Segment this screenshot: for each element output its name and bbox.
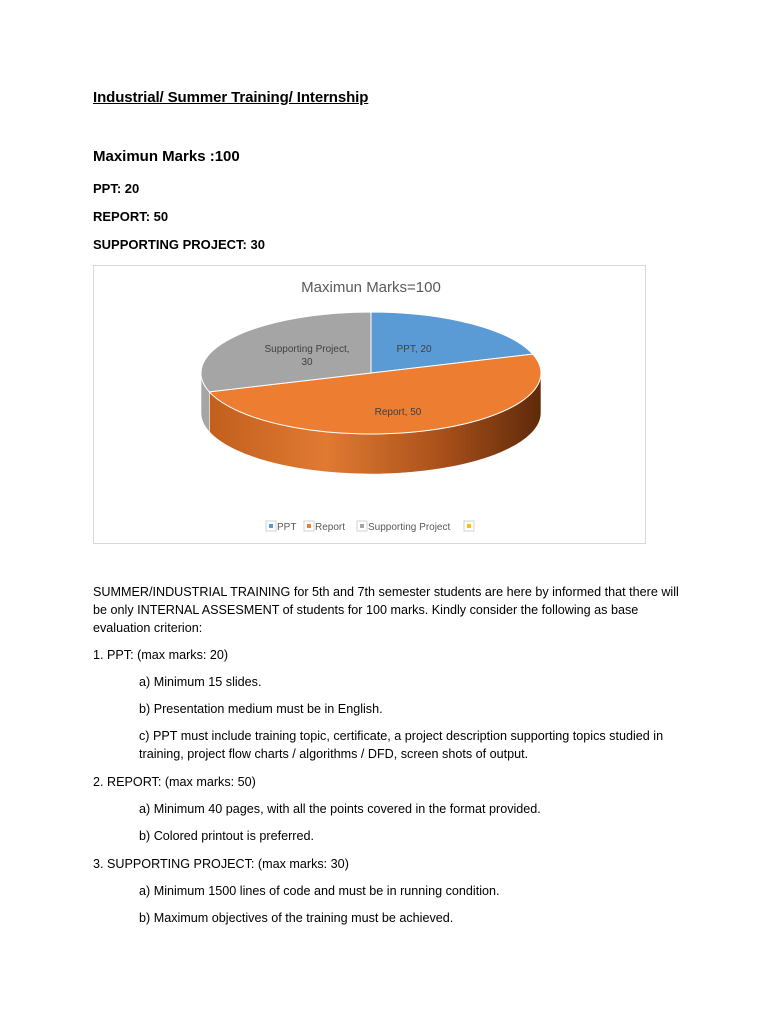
legend-marker <box>307 524 311 528</box>
marks-ppt: PPT: 20 <box>93 181 140 196</box>
document-title: Industrial/ Summer Training/ Internship <box>93 89 369 106</box>
report-item-b: b) Colored printout is preferred. <box>139 829 314 843</box>
project-item-b: b) Maximum objectives of the training must be achieved. <box>139 911 454 925</box>
legend-item: PPT <box>277 522 297 533</box>
legend-marker <box>467 524 471 528</box>
legend-marker <box>269 524 273 528</box>
pie-data-label: PPT, 20 <box>396 344 432 355</box>
legend-marker <box>360 524 364 528</box>
pie-chart-svg <box>94 266 647 545</box>
pie-chart <box>93 265 646 544</box>
ppt-item-b: b) Presentation medium must be in English. <box>139 702 383 716</box>
project-item-a: a) Minimum 1500 lines of code and must be in running condition. <box>139 884 500 898</box>
section-ppt-heading: 1. PPT: (max marks: 20) <box>93 648 229 662</box>
pie-data-label: Report, 50 <box>374 407 422 418</box>
legend-item: Report <box>315 522 346 533</box>
chart-title: Maximun Marks=100 <box>301 279 441 296</box>
ppt-item-c: c) PPT must include training topic, certificate, a project description supporting topics studied in training, project flow charts / algorithms / DFD, screen shots of output. <box>139 729 664 761</box>
marks-project: SUPPORTING PROJECT: 30 <box>93 237 265 252</box>
report-item-a: a) Minimum 40 pages, with all the points covered in the format provided. <box>139 802 541 816</box>
legend-item: Supporting Project <box>368 522 451 533</box>
section-project-heading: 3. SUPPORTING PROJECT: (max marks: 30) <box>93 857 349 871</box>
pie-data-label: Supporting Project, 30 <box>264 344 350 368</box>
section-report-heading: 2. REPORT: (max marks: 50) <box>93 775 256 789</box>
ppt-item-a: a) Minimum 15 slides. <box>139 675 262 689</box>
marks-report: REPORT: 50 <box>93 209 169 224</box>
intro-paragraph: SUMMER/INDUSTRIAL TRAINING for 5th and 7th semester students are here by informed that there will be only INTERNAL ASSESMENT of students for 100 marks. Kindly consider the following as base evaluation criterion: <box>93 585 679 635</box>
max-marks-heading: Maximun Marks :100 <box>93 148 240 165</box>
